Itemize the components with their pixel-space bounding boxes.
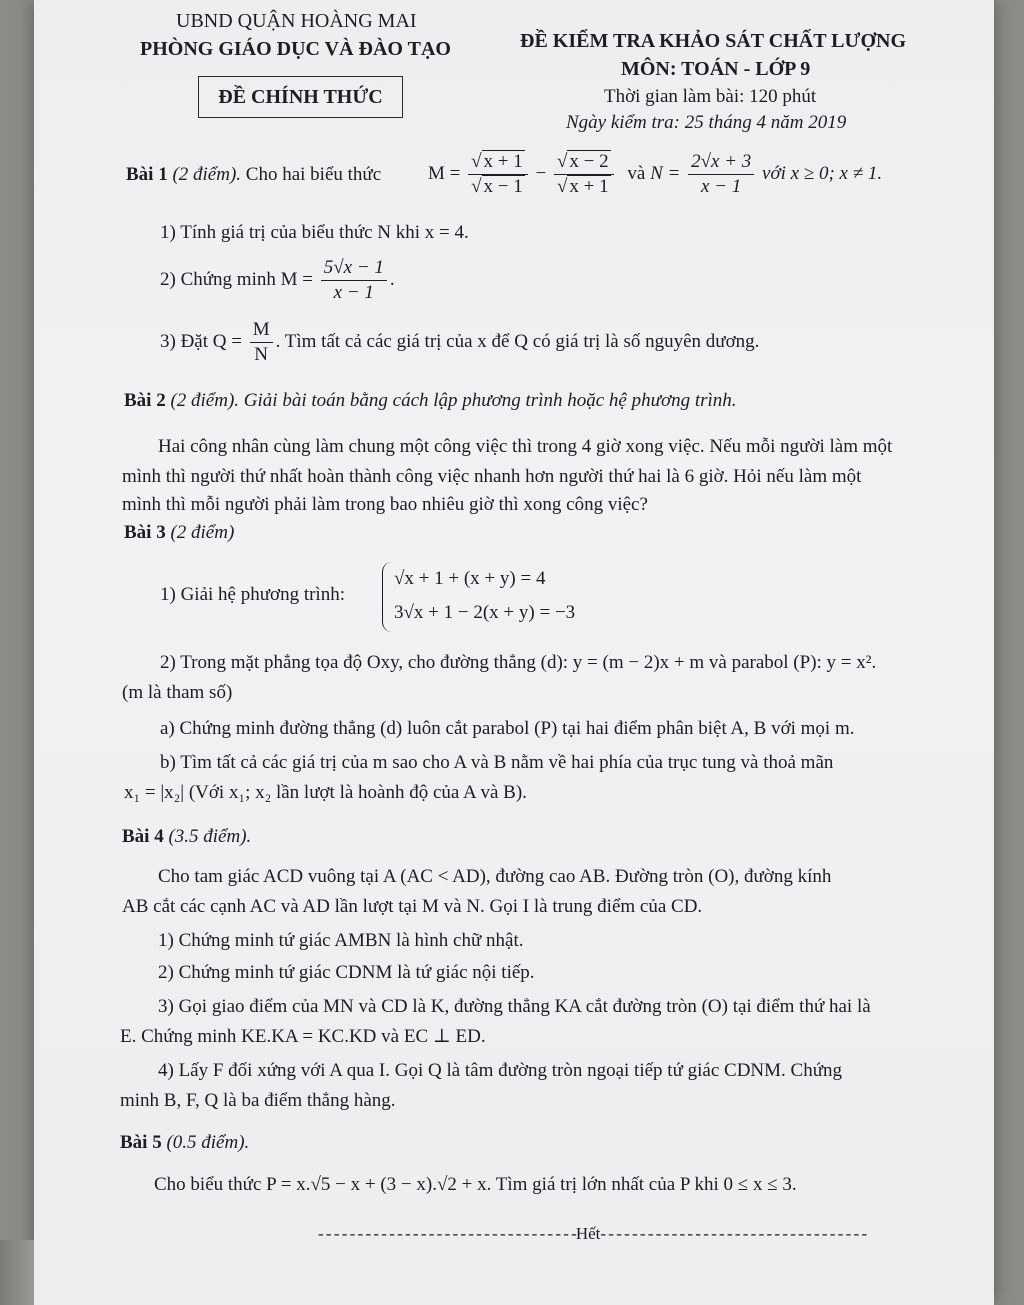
n-num: 2√x + 3 [688,150,754,175]
bai4-q3-line2: E. Chứng minh KE.KA = KC.KD và EC ⊥ ED. [120,1026,486,1047]
exam-duration: Thời gian làm bài: 120 phút [604,86,817,107]
bai2-heading [124,386,737,416]
bai1-q2-den: x − 1 [333,282,374,303]
divider-left: - - - - - - - - - - - - - - - - - - - - - - - - - - - - - - - - - [318,1224,576,1243]
bai2-line2: mình thì người thứ nhất hoàn thành công việc nhanh hơn người thứ hai là 6 giờ. Hỏi nếu làm một [122,466,862,487]
bai4-q4-line1: 4) Lấy F đối xứng với A qua I. Gọi Q là tâm đường tròn ngoại tiếp tứ giác CDNM. Chứng [158,1060,842,1081]
exam-title: ĐỀ KIỂM TRA KHẢO SÁT CHẤT LƯỢNG [520,30,906,52]
m-fraction-2: $\frac{√ x - 2}{√ x + 1}$ [554,150,614,199]
bai4-title: Bài 4 [122,826,164,847]
bai1-title: Bài 1 [126,164,168,185]
m-frac2-num: x − 2 [569,151,609,172]
m-frac2-den: x + 1 [569,176,609,197]
bai1-intro-text: Cho hai biểu thức [245,164,382,185]
bai1-condition: với x ≥ 0; x ≠ 1. [762,162,883,184]
bai3-heading [124,518,234,548]
bai1-q3-fraction [250,318,273,367]
minus-sign: − [535,162,547,184]
end-marker: Hết [575,1224,601,1243]
n-fraction [688,150,754,199]
m-frac1-num: x + 1 [483,151,523,172]
page-fold-shadow [0,1240,34,1305]
official-label: ĐỀ CHÍNH THỨC [218,85,383,108]
bai1-expression [428,150,882,199]
exam-subject: MÔN: TOÁN - LỚP 9 [621,58,811,80]
bai2-points: (2 điểm). [170,390,240,411]
bai1-q2-prefix: 2) Chứng minh M = [160,268,313,290]
bai1-intro [126,160,381,190]
m-fraction-1: $\frac{√ x + 1}{√ x - 1}$ [468,150,528,199]
bai3-qa: a) Chứng minh đường thẳng (d) luôn cắt parabol (P) tại hai điểm phân biệt A, B với mọi m. [160,718,855,739]
bai4-heading [122,822,251,852]
bai1-q2-fraction [321,256,387,305]
bai1-q3-num: M [250,318,273,343]
bai5-heading [120,1128,249,1158]
bai1-q2-end: . [389,268,395,290]
bai4-intro1: Cho tam giác ACD vuông tại A (AC < AD), đường cao AB. Đường tròn (O), đường kính [158,866,832,887]
bai4-q3-line1: 3) Gọi giao điểm của MN và CD là K, đường thẳng KA cắt đường tròn (O) tại điểm thứ hai là [158,996,871,1017]
bai3-points: (2 điểm) [170,522,235,543]
bai2-line3: mình thì mỗi người phải làm trong bao nhiêu giờ thì xong công việc? [122,494,648,515]
bai3-title: Bài 3 [124,522,166,543]
n-den: x − 1 [701,176,742,197]
and-word: và [627,162,646,184]
bai3-eq1: √x + 1 + (x + y) = 4 [394,568,546,589]
bai3-qb-line1: b) Tìm tất cả các giá trị của m sao cho A và B nằm về hai phía của trục tung và thoả mãn [160,752,834,773]
bai1-q3 [160,318,759,367]
official-stamp-box [198,76,403,118]
divider-right: - - - - - - - - - - - - - - - - - - - - - - - - - - - - - - - - - - [600,1224,867,1243]
bai1-points: (2 điểm). [172,164,242,185]
bai1-q2 [160,256,395,305]
bai5-text: Cho biểu thức P = x.√5 − x + (3 − x).√2 + x. Tìm giá trị lớn nhất của P khi 0 ≤ x ≤ 3. [154,1174,797,1195]
bai4-q1: 1) Chứng minh tứ giác AMBN là hình chữ nhật. [158,930,524,951]
end-divider [318,1224,866,1244]
bai4-q4-line2: minh B, F, Q là ba điểm thẳng hàng. [120,1090,396,1111]
district-name: UBND QUẬN HOÀNG MAI [176,10,417,32]
bai3-q2-line2: (m là tham số) [122,682,233,703]
bai1-q3-text: . Tìm tất cả các giá trị của x để Q có giá trị là số nguyên dương. [275,330,760,352]
bai3-eq2: 3√x + 1 − 2(x + y) = −3 [394,602,576,623]
bai1-q1: 1) Tính giá trị của biểu thức N khi x = 4. [160,222,469,243]
bai5-title: Bài 5 [120,1132,162,1153]
bai4-intro2: AB cắt các cạnh AC và AD lần lượt tại M và N. Gọi I là trung điểm của CD. [122,896,703,917]
bai2-line1: Hai công nhân cùng làm chung một công việc thì trong 4 giờ xong việc. Nếu mỗi người làm một [158,436,893,457]
bai2-instruction: Giải bài toán bằng cách lập phương trình hoặc hệ phương trình. [243,390,737,411]
department-name: PHÒNG GIÁO DỤC VÀ ĐÀO TẠO [140,38,451,60]
bai4-points: (3.5 điểm). [168,826,252,847]
bai3-qb-line2: x₁ = |x₂| (Với x₁; x₂ lần lượt là hoành độ của A và B). [124,782,527,803]
bai2-title: Bài 2 [124,390,166,411]
bai1-q3-den: N [254,344,269,365]
bai1-q2-num: 5√x − 1 [321,256,387,281]
bai4-q2: 2) Chứng minh tứ giác CDNM là tứ giác nội tiếp. [158,962,535,983]
exam-date: Ngày kiểm tra: 25 tháng 4 năm 2019 [566,112,847,133]
bai3-q2-line1: 2) Trong mặt phẳng tọa độ Oxy, cho đường thẳng (d): y = (m − 2)x + m và parabol (P): y = x². [160,652,877,673]
bai5-points: (0.5 điểm). [166,1132,250,1153]
n-lhs: N = [650,162,681,184]
m-lhs: M = [428,162,461,184]
bai1-q3-prefix: 3) Đặt Q = [160,330,242,352]
bai3-q1-label: 1) Giải hệ phương trình: [160,584,345,605]
m-frac1-den: x − 1 [483,176,523,197]
